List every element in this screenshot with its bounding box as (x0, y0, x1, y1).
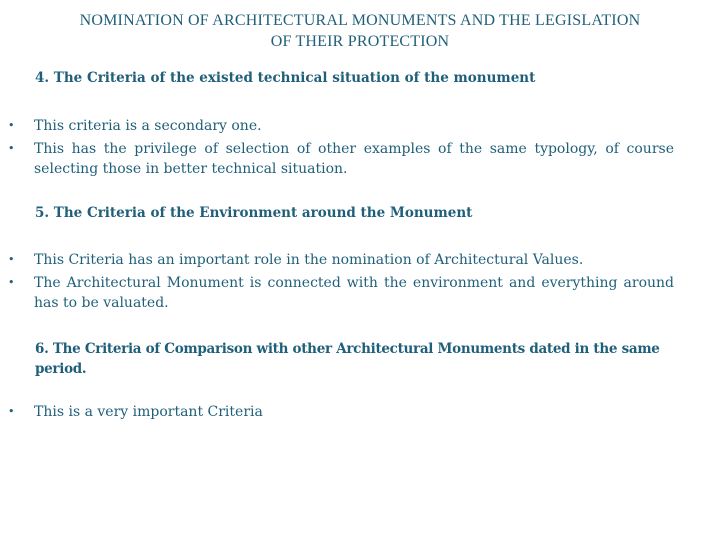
bullet-icon: • (8, 142, 15, 155)
section-heading-4: 4. The Criteria of the existed technical situation of the monument (35, 70, 536, 86)
bullet-icon: • (8, 253, 15, 266)
bullet-icon: • (8, 276, 15, 289)
bullet-icon: • (8, 405, 15, 418)
bullet-text: This is a very important Criteria (34, 404, 263, 420)
title-line-1: NOMINATION OF ARCHITECTURAL MONUMENTS AND THE LEGISLATION (79, 12, 641, 29)
slide-title (20, 10, 700, 52)
bullet-icon: • (8, 119, 15, 132)
section-heading-5: 5. The Criteria of the Environment around the Monument (35, 205, 473, 221)
section-heading-6: 6. The Criteria of Comparison with other Architectural Monuments dated in the same period. (35, 341, 660, 377)
title-line-2: OF THEIR PROTECTION (270, 33, 450, 50)
bullet-text: This criteria is a secondary one. (34, 118, 262, 134)
bullet-text: This Criteria has an important role in the nomination of Architectural Values. (34, 252, 584, 268)
bullet-text: This has the privilege of selection of other examples of the same typology, of course selecting those in better technical situation. (34, 141, 674, 177)
bullet-text: The Architectural Monument is connected with the environment and everything around has to be valuated. (34, 275, 674, 311)
